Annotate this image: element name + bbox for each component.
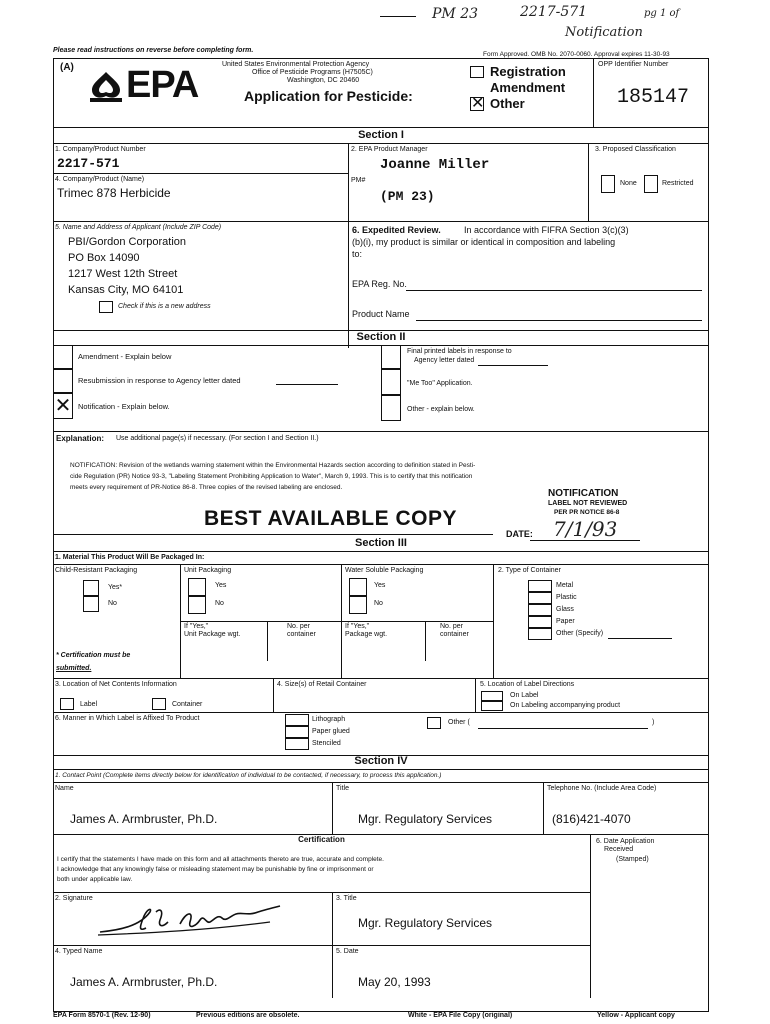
- section-2-title: Section II: [356, 331, 406, 343]
- final-labels-label-2: Agency letter dated: [414, 357, 475, 364]
- water-if-yes-label: If "Yes,": [345, 623, 370, 630]
- other-affix-label: Other (: [448, 719, 470, 726]
- registration-label: Registration: [490, 64, 566, 79]
- certification-text-1: I certify that the statements I have made on this form and all attachments thereto are true, accurate and complete.: [57, 856, 384, 863]
- expedited-review-text-2: (b)(i), my product is similar or identical in composition and labeling: [352, 237, 616, 247]
- contact-title-value: Mgr. Regulatory Services: [358, 812, 493, 826]
- pm-label: PM#: [351, 177, 366, 184]
- restricted-label: Restricted: [662, 180, 694, 187]
- signature-title-value: Mgr. Regulatory Services: [358, 916, 493, 930]
- resubmission-label: Resubmission in response to Agency letter dated: [78, 376, 241, 385]
- date-label: 5. Date: [336, 948, 359, 955]
- epa-logo-text: EPA: [126, 64, 199, 106]
- final-labels-checkbox[interactable]: [381, 345, 401, 369]
- expedited-review-text-3: to:: [352, 249, 363, 259]
- stenciled-checkbox[interactable]: [285, 738, 309, 750]
- material-label: 1. Material This Product Will Be Packaged In:: [55, 554, 205, 561]
- typed-name-label: 4. Typed Name: [55, 948, 103, 955]
- notification-text-1: NOTIFICATION: Revision of the wetlands warning statement within the Environmental Hazards section according to definition stated in Pesti-: [70, 462, 476, 469]
- child-resistant-no-checkbox[interactable]: [83, 596, 99, 612]
- form-number: EPA Form 8570-1 (Rev. 12-90): [53, 1012, 151, 1019]
- glass-checkbox[interactable]: [528, 604, 552, 616]
- opp-identifier-label: OPP Identifier Number: [598, 61, 669, 68]
- handwritten-page: pg 1 of: [644, 8, 680, 19]
- water-soluble-no-label: No: [374, 600, 383, 607]
- water-no-per-label: No. per: [440, 623, 463, 630]
- water-soluble-no-checkbox[interactable]: [349, 596, 367, 614]
- stamp-not-reviewed: LABEL NOT REVIEWED: [548, 500, 628, 507]
- certification-text-2: I acknowledge that any knowingly false or misleading statement may be punishable by fine or imprisonment or: [57, 866, 374, 873]
- new-address-checkbox[interactable]: [99, 301, 113, 313]
- explanation-note: Use additional page(s) if necessary. (For section I and Section II.): [116, 435, 319, 442]
- restricted-checkbox[interactable]: [644, 175, 658, 193]
- previous-editions: Previous editions are obsolete.: [196, 1012, 300, 1019]
- section-4-title: Section IV: [354, 755, 408, 767]
- address-line-3: 1217 West 12th Street: [68, 268, 178, 280]
- company-number-value: 2217-571: [57, 156, 120, 171]
- unit-if-yes-label: If "Yes,": [184, 623, 209, 630]
- container-type-label: 2. Type of Container: [498, 567, 561, 574]
- lithograph-label: Lithograph: [312, 716, 346, 723]
- resubmission-checkbox[interactable]: [53, 369, 73, 393]
- best-available-copy: BEST AVAILABLE COPY: [204, 507, 457, 530]
- me-too-label: "Me Too" Application.: [407, 380, 473, 387]
- net-contents-label: 3. Location of Net Contents Information: [55, 681, 177, 688]
- amendment-label: Amendment: [490, 80, 566, 95]
- unit-packaging-yes-label: Yes: [215, 582, 227, 589]
- yellow-copy: Yellow - Applicant copy: [597, 1012, 675, 1019]
- other-container-checkbox[interactable]: [528, 628, 552, 640]
- child-resistant-yes-checkbox[interactable]: [83, 580, 99, 596]
- other-explain-checkbox[interactable]: [381, 395, 401, 421]
- office-city: Washington, DC 20460: [287, 77, 360, 84]
- address-line-1: PBI/Gordon Corporation: [68, 236, 187, 248]
- office-name: Office of Pesticide Programs (H7505C): [252, 69, 373, 76]
- typed-name-value: James A. Armbruster, Ph.D.: [70, 975, 218, 989]
- top-instruction: Please read instructions on reverse before completing form.: [53, 47, 254, 54]
- contact-title-label: Title: [336, 785, 349, 792]
- unit-container-label: container: [287, 631, 316, 638]
- opp-identifier-number: 185147: [617, 86, 690, 109]
- unit-no-per-label: No. per: [287, 623, 310, 630]
- telephone-value: (816)421-4070: [552, 812, 631, 826]
- telephone-label: Telephone No. (Include Area Code): [547, 785, 657, 792]
- on-labeling-label: On Labeling accompanying product: [510, 702, 621, 709]
- amendment-explain-label: Amendment - Explain below: [78, 352, 172, 361]
- stamp-notice: PER PR NOTICE 86-8: [554, 509, 620, 516]
- form-approved: Form Approved. OMB No. 2070-0060. Approval expires 11-30-93: [483, 51, 670, 58]
- paper-checkbox[interactable]: [528, 616, 552, 628]
- applicant-label: 5. Name and Address of Applicant (Include ZIP Code): [55, 224, 222, 231]
- new-address-label: Check if this is a new address: [118, 303, 211, 310]
- notification-label: Notification - Explain below.: [78, 402, 170, 411]
- child-resistant-yes-label: Yes*: [108, 584, 123, 591]
- unit-package-weight-label: Unit Package wgt.: [184, 631, 241, 638]
- date-received-label-3: (Stamped): [616, 856, 649, 863]
- expedited-review-text-1: In accordance with FIFRA Section 3(c)(3): [464, 225, 629, 235]
- contact-name-label: Name: [55, 785, 74, 792]
- date-value: May 20, 1993: [358, 975, 431, 989]
- container-metal: Metal: [556, 582, 574, 589]
- none-label: None: [620, 180, 637, 187]
- water-soluble-yes-label: Yes: [374, 582, 386, 589]
- water-soluble-yes-checkbox[interactable]: [349, 578, 367, 596]
- net-container-checkbox[interactable]: [152, 698, 166, 710]
- date-received-label-1: 6. Date Application: [596, 838, 655, 845]
- section-3-title: Section III: [355, 537, 407, 549]
- address-line-4: Kansas City, MO 64101: [68, 284, 184, 296]
- form-marker: (A): [60, 62, 74, 73]
- certification-note-1: * Certification must be: [56, 652, 131, 659]
- product-manager-value: Joanne Miller: [380, 157, 490, 173]
- metal-checkbox[interactable]: [528, 580, 552, 592]
- paper-glued-label: Paper glued: [312, 728, 350, 735]
- on-label-checkbox[interactable]: [481, 691, 503, 701]
- address-line-2: PO Box 14090: [68, 252, 140, 264]
- notification-text-3: meets every requirement of PR-Notice 86-8. Three copies of the revised labeling are enclosed.: [70, 484, 343, 491]
- product-name-label: 4. Company/Product (Name): [55, 176, 145, 183]
- container-paper: Paper: [556, 618, 575, 625]
- other-explain-label: Other - explain below.: [407, 406, 475, 413]
- net-label-checkbox[interactable]: [60, 698, 74, 710]
- product-name-value: Trimec 878 Herbicide: [57, 186, 171, 200]
- explanation-label: Explanation:: [56, 434, 105, 443]
- product-name-ref-label: Product Name: [352, 309, 410, 319]
- manner-affixed-label: 6. Manner in Which Label is Affixed To Product: [55, 715, 200, 722]
- company-number-label: 1. Company/Product Number: [55, 146, 146, 153]
- unit-packaging-yes-checkbox[interactable]: [188, 578, 206, 596]
- unit-packaging-label: Unit Packaging: [184, 567, 232, 574]
- notification-checkbox[interactable]: ✕: [54, 395, 72, 417]
- epa-reg-field[interactable]: [406, 290, 702, 291]
- unit-packaging-no-label: No: [215, 600, 224, 607]
- white-copy: White - EPA File Copy (original): [408, 1012, 513, 1019]
- product-manager-label: 2. EPA Product Manager: [351, 146, 428, 153]
- water-package-weight-label: Package wgt.: [345, 631, 388, 638]
- registration-checkbox[interactable]: [470, 66, 484, 78]
- handwritten-note: Notification: [565, 25, 643, 40]
- notification-text-2: cide Regulation (PR) Notice 93-3, "Labeling Statement Prohibiting Application to Water", March 9, 1993. This is to certify that this notification: [70, 473, 473, 480]
- signature-label: 2. Signature: [55, 895, 93, 902]
- stenciled-label: Stenciled: [312, 740, 341, 747]
- classification-label: 3. Proposed Classification: [595, 146, 676, 153]
- water-container-label: container: [440, 631, 469, 638]
- pen-stroke: [380, 16, 416, 17]
- stamp-date-label: DATE:: [506, 529, 533, 539]
- signature-title-label: 3. Title: [336, 895, 357, 902]
- net-label-label: Label: [80, 701, 98, 708]
- application-title: Application for Pesticide:: [244, 88, 413, 104]
- container-other: Other (Specify): [556, 630, 604, 637]
- handwritten-pm: PM 23: [432, 6, 479, 22]
- container-plastic: Plastic: [556, 594, 577, 601]
- child-resistant-label: Child-Resistant Packaging: [55, 567, 138, 574]
- net-container-label: Container: [172, 701, 203, 708]
- other-affix-close: ): [652, 719, 655, 726]
- certification-text-3: both under applicable law.: [57, 876, 133, 883]
- date-received-label-2: Received: [604, 846, 634, 853]
- container-glass: Glass: [556, 606, 574, 613]
- lithograph-checkbox[interactable]: [285, 714, 309, 726]
- unit-packaging-no-checkbox[interactable]: [188, 596, 206, 614]
- water-soluble-label: Water Soluble Packaging: [345, 567, 424, 574]
- agency-name: United States Environmental Protection Agency: [222, 61, 370, 68]
- me-too-checkbox[interactable]: [381, 369, 401, 395]
- on-labeling-checkbox[interactable]: [481, 701, 503, 711]
- label-directions-label: 5. Location of Label Directions: [480, 681, 575, 688]
- certification-title: Certification: [298, 835, 345, 844]
- epa-logo-icon: [88, 70, 124, 104]
- contact-name-value: James A. Armbruster, Ph.D.: [70, 812, 218, 826]
- certification-note-2: submitted.: [56, 665, 92, 672]
- other-affix-checkbox[interactable]: [427, 717, 441, 729]
- pm-value: (PM 23): [380, 189, 435, 204]
- handwritten-number: 2217-571: [520, 4, 588, 20]
- amendment-explain-checkbox[interactable]: [53, 345, 73, 369]
- product-name-field[interactable]: [416, 320, 702, 321]
- retail-size-label: 4. Size(s) of Retail Container: [277, 681, 367, 688]
- other-checkbox[interactable]: ✕: [471, 95, 485, 112]
- signature: [90, 902, 290, 938]
- expedited-review-label: 6. Expedited Review.: [352, 225, 441, 235]
- paper-glued-checkbox[interactable]: [285, 726, 309, 738]
- epa-reg-label: EPA Reg. No.: [352, 279, 407, 289]
- contact-point-label: 1. Contact Point (Complete items directly below for identification of individual to be contacted, if necessary, to process this application.): [55, 772, 442, 779]
- stamp-notification: NOTIFICATION: [548, 488, 619, 499]
- final-labels-label-1: Final printed labels in response to: [407, 348, 512, 355]
- on-label-label: On Label: [510, 692, 539, 699]
- other-label: Other: [490, 96, 525, 111]
- none-checkbox[interactable]: [601, 175, 615, 193]
- plastic-checkbox[interactable]: [528, 592, 552, 604]
- child-resistant-no-label: No: [108, 600, 117, 607]
- stamp-date-value: 7/1/93: [553, 517, 618, 541]
- section-1-title: Section I: [358, 129, 404, 141]
